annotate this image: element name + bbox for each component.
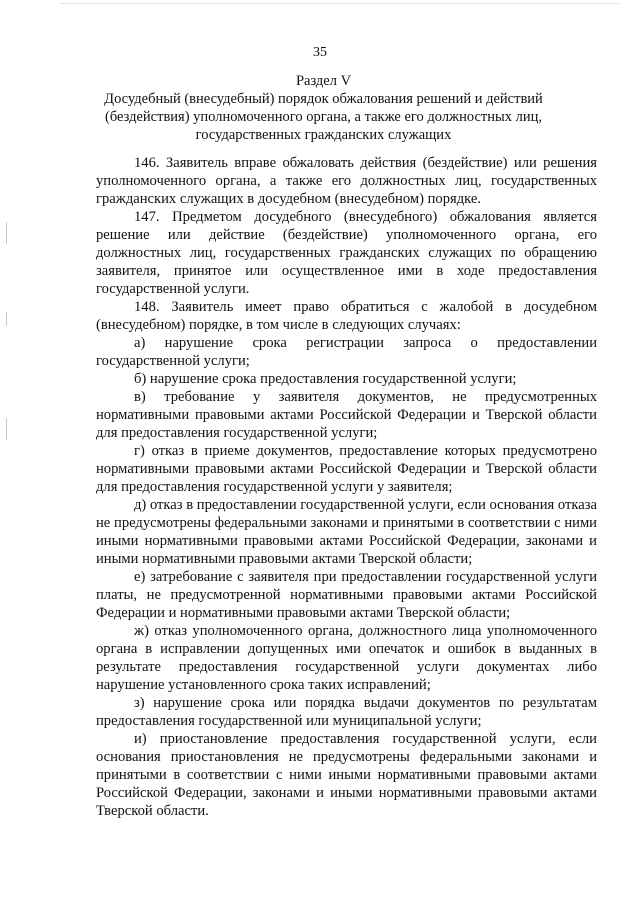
list-item-g: г) отказ в приеме документов, предоставление которых предусмотрено нормативными правовыми актами Российской Федерации и Тверской области для предоставления государственной услуги у заявителя;: [96, 443, 597, 495]
scan-artifact-margin: [6, 418, 7, 440]
scan-artifact-margin: [6, 312, 7, 326]
list-item-d: д) отказ в предоставлении государственной услуги, если основания отказа не предусмотрены федеральными законами и принятыми в соответствии с ними иными нормативными правовыми актами Российской Федерации, законами и иными нормативными правовыми актами Тверской области;: [96, 497, 597, 567]
list-item-i: и) приостановление предоставления государственной услуги, если основания приостановления не предусмотрены федеральными законами и принятыми в соответствии с ними иными нормативными правовыми актами Российской Федерации, законами и иными нормативными правовыми актами Тверской области.: [96, 731, 597, 819]
section-heading: [96, 72, 551, 144]
paragraph-147: 147. Предметом досудебного (внесудебного) обжалования является решение или действие (бездействие) уполномоченного органа, его должностных лиц, государственных гражданских служащих по обращению заявителя, принятое или осуществленное ими в ходе предоставления государственной услуги.: [96, 209, 597, 297]
list-item-b: б) нарушение срока предоставления государственной услуги;: [134, 371, 517, 387]
list-item-v: в) требование у заявителя документов, не предусмотренных нормативными правовыми актами Российской Федерации и Тверской области для предоставления государственной услуги;: [96, 389, 597, 441]
document-body: [96, 154, 597, 820]
list-item-z: з) нарушение срока или порядка выдачи документов по результатам предоставления государственной или муниципальной услуги;: [96, 695, 597, 729]
section-title: Досудебный (внесудебный) порядок обжалования решений и действий (бездействия) уполномоченного органа, а также его должностных лиц, государственных гражданских служащих: [104, 91, 543, 143]
scan-artifact-top: [60, 3, 620, 5]
paragraph-146: 146. Заявитель вправе обжаловать действия (бездействие) или решения уполномоченного органа, а также его должностных лиц, государственных гражданских служащих в досудебном (внесудебном) порядке.: [96, 155, 597, 207]
scan-artifact-margin: [6, 222, 7, 244]
page-number: 35: [313, 45, 327, 60]
list-item-zh: ж) отказ уполномоченного органа, должностного лица уполномоченного органа в исправлении допущенных ими опечаток и ошибок в выданных в результате предоставления государственной услуги документах либо нарушение установленного срока таких исправлений;: [96, 623, 597, 693]
list-item-a: а) нарушение срока регистрации запроса о предоставлении государственной услуги;: [96, 335, 597, 369]
list-item-e: е) затребование с заявителя при предоставлении государственной услуги платы, не предусмотренной нормативными правовыми актами Российской Федерации и нормативными правовыми актами Тверской области;: [96, 569, 597, 621]
paragraph-148: 148. Заявитель имеет право обратиться с жалобой в досудебном (внесудебном) порядке, в том числе в следующих случаях:: [96, 299, 597, 333]
section-label: Раздел V: [295, 73, 352, 89]
